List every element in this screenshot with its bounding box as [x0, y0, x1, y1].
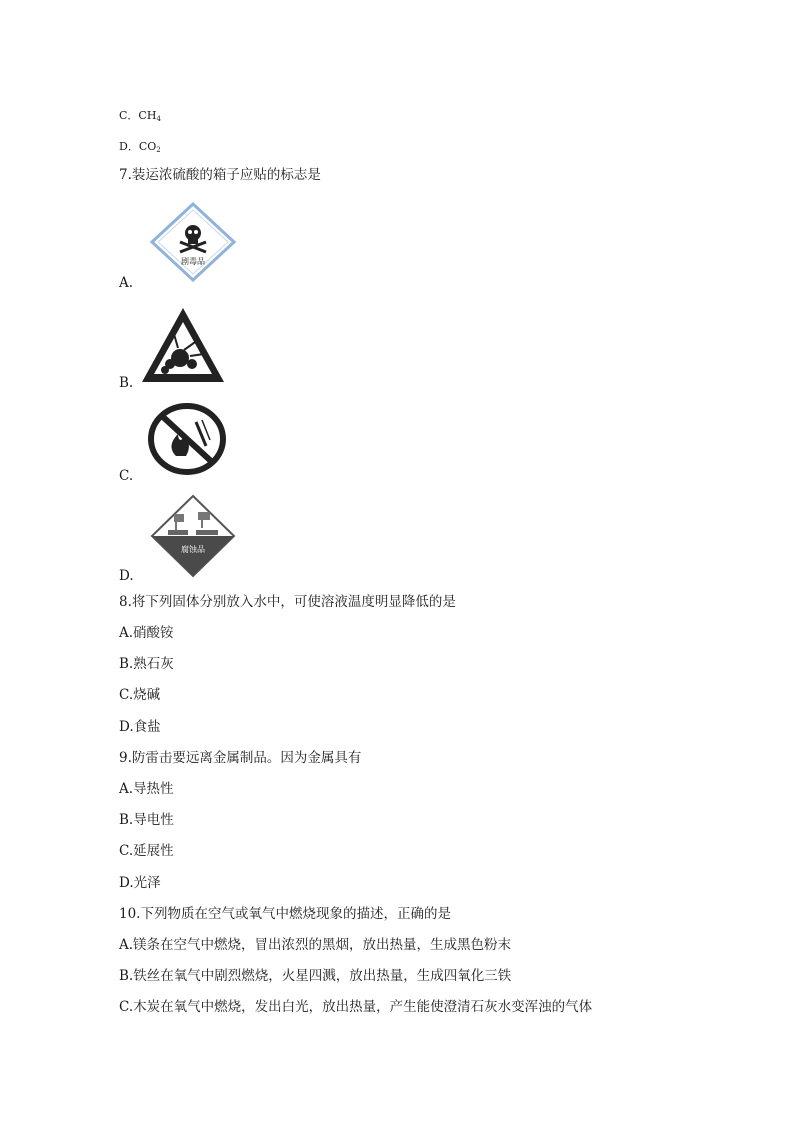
explosive-sign-icon: [140, 306, 226, 384]
corrosive-sign-icon: [150, 494, 236, 578]
formula-base: CO: [138, 140, 157, 153]
corrosive-sign-label: 腐蚀品: [181, 545, 205, 554]
option-q8-a: A.硝酸铵: [119, 625, 174, 641]
option-label: C．: [119, 109, 139, 122]
option-q8-d: D.食盐: [119, 719, 161, 735]
option-q7-a: A.: [119, 275, 134, 291]
question-9-stem: 9.防雷击要远离金属制品。因为金属具有: [119, 750, 362, 766]
formula-base: CH: [138, 109, 157, 122]
toxic-sign-label: 剧毒品: [181, 257, 205, 266]
question-8-stem: 8.将下列固体分别放入水中，可使溶液温度明显降低的是: [119, 594, 456, 610]
option-q10-c: C.木炭在氧气中燃烧，发出白光，放出热量，产生能使澄清石灰水变浑浊的气体: [119, 999, 593, 1015]
option-label: D．: [119, 140, 139, 153]
option-q8-c: C.烧碱: [119, 687, 161, 703]
option-q7-d: D.: [119, 568, 134, 584]
no-fire-sign-icon: [146, 402, 228, 476]
question-7-stem: 7.装运浓硫酸的箱子应贴的标志是: [119, 167, 321, 183]
option-q8-b: B.熟石灰: [119, 656, 174, 672]
option-q9-c: C.延展性: [119, 843, 174, 859]
formula-subscript: 4: [156, 115, 161, 123]
option-q6-d: [119, 139, 161, 158]
option-q6-c: [119, 108, 161, 127]
option-q10-b: B.铁丝在氧气中剧烈燃烧，火星四溅，放出热量，生成四氧化三铁: [119, 968, 512, 984]
option-q9-b: B.导电性: [119, 812, 174, 828]
toxic-sign-icon: [150, 202, 236, 282]
option-q10-a: A.镁条在空气中燃烧，冒出浓烈的黑烟，放出热量，生成黑色粉末: [119, 937, 512, 953]
option-q7-c: C.: [119, 468, 134, 484]
option-q9-d: D.光泽: [119, 875, 161, 891]
option-q7-b: B.: [119, 375, 134, 391]
question-10-stem: 10.下列物质在空气或氧气中燃烧现象的描述，正确的是: [119, 906, 451, 922]
option-q9-a: A.导热性: [119, 781, 174, 797]
formula-subscript: 2: [156, 146, 161, 154]
